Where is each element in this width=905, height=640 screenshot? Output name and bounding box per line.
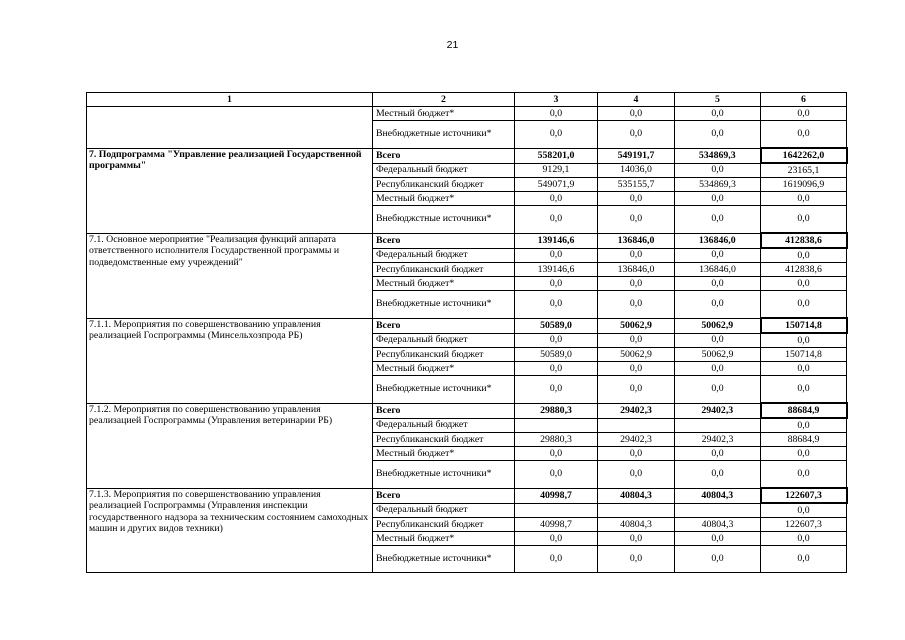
source-cell: Всего	[373, 233, 515, 248]
value-cell: 0,0	[598, 121, 675, 149]
value-cell: 29402,3	[675, 403, 761, 418]
value-cell: 1642262,0	[761, 148, 847, 163]
source-cell: Федеральный бюджет	[373, 163, 515, 178]
source-cell: Федеральный бюджет	[373, 418, 515, 433]
value-cell: 0,0	[675, 333, 761, 348]
program-name-cell: 7. Подпрограмма "Управление реализацией Государственной программы"	[87, 148, 373, 233]
value-cell: 0,0	[761, 248, 847, 263]
value-cell: 40804,3	[598, 488, 675, 503]
value-cell: 0,0	[598, 461, 675, 489]
table-row	[87, 233, 847, 248]
value-cell: 0,0	[761, 277, 847, 291]
value-cell: 1619096,9	[761, 178, 847, 192]
value-cell: 549191,7	[598, 148, 675, 163]
value-cell	[598, 503, 675, 518]
table-row	[87, 318, 847, 333]
value-cell: 136846,0	[675, 263, 761, 277]
value-cell: 50062,9	[598, 318, 675, 333]
value-cell	[675, 418, 761, 433]
source-cell: Местный бюджет*	[373, 107, 515, 121]
value-cell: 0,0	[675, 546, 761, 573]
source-cell: Внебюджетные источники*	[373, 546, 515, 573]
value-cell: 0,0	[761, 206, 847, 234]
value-cell: 14036,0	[598, 163, 675, 178]
value-cell	[515, 503, 598, 518]
header-cell-5: 5	[675, 93, 761, 107]
source-cell: Местный бюджет*	[373, 447, 515, 461]
value-cell: 139146,6	[515, 263, 598, 277]
value-cell: 0,0	[598, 277, 675, 291]
value-cell: 0,0	[675, 461, 761, 489]
value-cell: 0,0	[675, 107, 761, 121]
value-cell: 412838,6	[761, 263, 847, 277]
source-cell: Республиканский бюджет	[373, 518, 515, 532]
source-cell: Республиканский бюджет	[373, 348, 515, 362]
value-cell: 0,0	[515, 206, 598, 234]
table-row	[87, 107, 847, 121]
empty-name-cell	[87, 107, 373, 149]
value-cell: 0,0	[598, 376, 675, 404]
value-cell: 0,0	[675, 532, 761, 546]
value-cell	[675, 503, 761, 518]
financing-table	[86, 92, 848, 573]
value-cell: 0,0	[761, 333, 847, 348]
program-name-cell: 7.1.3. Мероприятия по совершенствованию управления реализацией Госпрограммы (Управления инспекции государственного надзора за техническим состоянием самоходных машин и других видов техники)	[87, 488, 373, 573]
value-cell: 412838,6	[761, 233, 847, 248]
value-cell: 0,0	[675, 277, 761, 291]
value-cell: 122607,3	[761, 518, 847, 532]
source-cell: Внебюджетные источники*	[373, 376, 515, 404]
value-cell: 29880,3	[515, 433, 598, 447]
value-cell: 29402,3	[598, 403, 675, 418]
source-cell: Местный бюджет*	[373, 277, 515, 291]
value-cell: 0,0	[675, 248, 761, 263]
header-cell-1: 1	[87, 93, 373, 107]
source-cell: Федеральный бюджет	[373, 333, 515, 348]
header-cell-3: 3	[515, 93, 598, 107]
value-cell: 139146,6	[515, 233, 598, 248]
source-cell: Местный бюджет*	[373, 192, 515, 206]
value-cell: 0,0	[761, 376, 847, 404]
value-cell: 50589,0	[515, 318, 598, 333]
value-cell: 29880,3	[515, 403, 598, 418]
value-cell: 0,0	[515, 291, 598, 319]
value-cell: 136846,0	[598, 263, 675, 277]
source-cell: Внебюджетные источники*	[373, 121, 515, 149]
source-cell: Местный бюджет*	[373, 532, 515, 546]
header-cell-4: 4	[598, 93, 675, 107]
value-cell	[515, 418, 598, 433]
value-cell: 0,0	[761, 291, 847, 319]
program-name-cell: 7.1. Основное мероприятие "Реализация функций аппарата ответственного исполнителя Государственной программы и подведомственные ему учреждений"	[87, 233, 373, 318]
value-cell: 0,0	[675, 163, 761, 178]
value-cell: 0,0	[515, 121, 598, 149]
source-cell: Федеральный бюджет	[373, 503, 515, 518]
value-cell: 50589,0	[515, 348, 598, 362]
value-cell: 0,0	[598, 532, 675, 546]
source-cell: Внебюджстные источники*	[373, 206, 515, 234]
value-cell: 0,0	[515, 333, 598, 348]
value-cell: 0,0	[675, 192, 761, 206]
value-cell: 0,0	[515, 376, 598, 404]
value-cell: 0,0	[598, 248, 675, 263]
value-cell: 122607,3	[761, 488, 847, 503]
value-cell: 0,0	[675, 291, 761, 319]
value-cell: 0,0	[515, 447, 598, 461]
header-row	[87, 93, 847, 107]
value-cell: 88684,9	[761, 433, 847, 447]
source-cell: Республиканский бюджет	[373, 263, 515, 277]
source-cell: Всего	[373, 403, 515, 418]
value-cell: 0,0	[675, 206, 761, 234]
value-cell: 0,0	[515, 248, 598, 263]
source-cell: Внебюджетные источники*	[373, 291, 515, 319]
value-cell: 0,0	[598, 362, 675, 376]
value-cell: 0,0	[515, 277, 598, 291]
value-cell: 0,0	[675, 447, 761, 461]
header-cell-2: 2	[373, 93, 515, 107]
value-cell: 549071,9	[515, 178, 598, 192]
value-cell: 534869,3	[675, 148, 761, 163]
value-cell: 136846,0	[675, 233, 761, 248]
source-cell: Всего	[373, 488, 515, 503]
value-cell: 40804,3	[675, 488, 761, 503]
source-cell: Федеральный бюджет	[373, 248, 515, 263]
table-row	[87, 403, 847, 418]
table-row	[87, 488, 847, 503]
value-cell: 535155,7	[598, 178, 675, 192]
header-cell-6: 6	[761, 93, 847, 107]
value-cell: 50062,9	[675, 348, 761, 362]
source-cell: Республиканский бюджет	[373, 433, 515, 447]
page-number: 21	[446, 39, 459, 51]
source-cell: Внебюджетные источники*	[373, 461, 515, 489]
value-cell: 40998,7	[515, 488, 598, 503]
table-row	[87, 148, 847, 163]
value-cell: 0,0	[598, 447, 675, 461]
value-cell: 0,0	[515, 461, 598, 489]
value-cell: 534869,3	[675, 178, 761, 192]
value-cell: 0,0	[761, 418, 847, 433]
source-cell: Республиканский бюджет	[373, 178, 515, 192]
value-cell	[598, 418, 675, 433]
source-cell: Всего	[373, 318, 515, 333]
value-cell: 558201,0	[515, 148, 598, 163]
source-cell: Всего	[373, 148, 515, 163]
table-body	[87, 107, 847, 573]
value-cell: 150714,8	[761, 348, 847, 362]
value-cell: 0,0	[761, 121, 847, 149]
value-cell: 0,0	[761, 532, 847, 546]
value-cell: 50062,9	[675, 318, 761, 333]
value-cell: 0,0	[598, 333, 675, 348]
value-cell: 0,0	[598, 291, 675, 319]
value-cell: 0,0	[675, 376, 761, 404]
value-cell: 0,0	[761, 107, 847, 121]
value-cell: 0,0	[761, 461, 847, 489]
value-cell: 0,0	[761, 503, 847, 518]
value-cell: 0,0	[761, 447, 847, 461]
value-cell: 29402,3	[675, 433, 761, 447]
value-cell: 40804,3	[675, 518, 761, 532]
value-cell: 0,0	[515, 546, 598, 573]
value-cell: 40998,7	[515, 518, 598, 532]
value-cell: 0,0	[515, 362, 598, 376]
value-cell: 0,0	[761, 192, 847, 206]
value-cell: 0,0	[515, 192, 598, 206]
program-name-cell: 7.1.1. Мероприятия по совершенствованию управления реализацией Госпрограммы (Минсельхозпрода РБ)	[87, 318, 373, 403]
value-cell: 23165,1	[761, 163, 847, 178]
value-cell: 136846,0	[598, 233, 675, 248]
value-cell: 0,0	[515, 532, 598, 546]
value-cell: 50062,9	[598, 348, 675, 362]
value-cell: 29402,3	[598, 433, 675, 447]
program-name-cell: 7.1.2. Мероприятия по совершенствованию управления реализацией Госпрограммы (Управления ветеринарии РБ)	[87, 403, 373, 488]
value-cell: 0,0	[675, 121, 761, 149]
source-cell: Местный бюджет*	[373, 362, 515, 376]
value-cell: 40804,3	[598, 518, 675, 532]
value-cell: 0,0	[515, 107, 598, 121]
value-cell: 150714,8	[761, 318, 847, 333]
value-cell: 0,0	[675, 362, 761, 376]
value-cell: 88684,9	[761, 403, 847, 418]
value-cell: 0,0	[598, 546, 675, 573]
value-cell: 0,0	[598, 107, 675, 121]
value-cell: 0,0	[598, 206, 675, 234]
value-cell: 0,0	[761, 362, 847, 376]
value-cell: 0,0	[598, 192, 675, 206]
value-cell: 0,0	[761, 546, 847, 573]
value-cell: 9129,1	[515, 163, 598, 178]
